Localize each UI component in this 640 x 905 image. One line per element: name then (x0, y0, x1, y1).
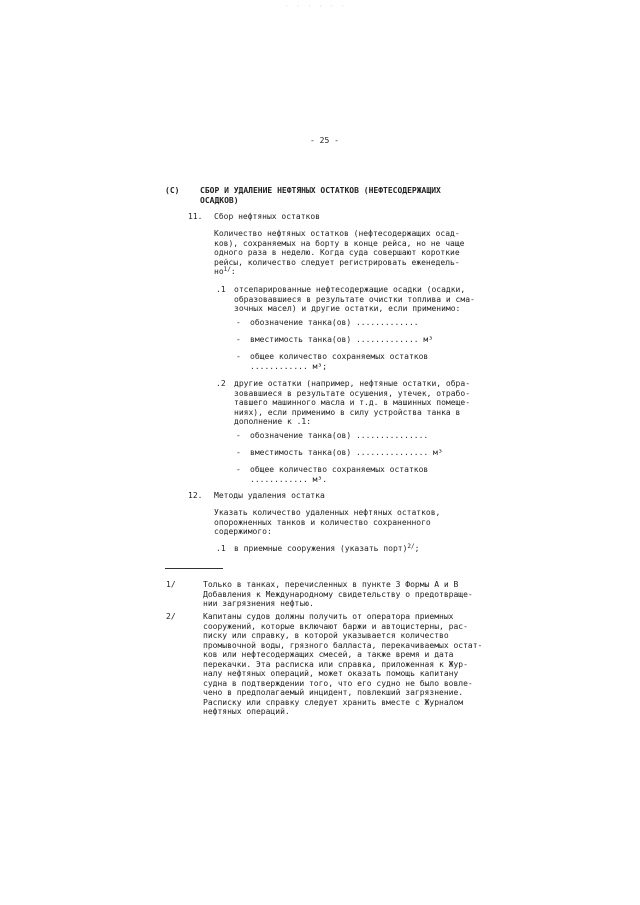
item11-sub1-text (234, 285, 475, 314)
item12-sub1-label: .1 (216, 544, 226, 553)
footnote-line: нефтяных операций. (203, 707, 290, 716)
item12-number: 12. (188, 491, 203, 500)
section-title-line: СБОР И УДАЛЕНИЕ НЕФТЯНЫХ ОСТАТКОВ (НЕФТЕСОДЕРЖАЩИХ (200, 186, 441, 195)
item11-sub1-label: .1 (216, 285, 226, 294)
sub-line: зовавшиеся в результате осушения, утечек, отрабо- (234, 388, 471, 398)
footnote-line: промывочной воды, грязного балласта, перекачиваемых остат- (203, 640, 483, 650)
paragraph-line (214, 267, 464, 277)
item11-title: Сбор нефтяных остатков (214, 212, 320, 221)
section-title-line: ОСАДКОВ) (200, 195, 239, 205)
footnote-separator (165, 568, 223, 569)
item12-paragraph (214, 508, 440, 537)
dash-item: обозначение танка(ов) ............. (250, 318, 419, 327)
footnote-line: Только в танках, перечисленных в пункте 3 Формы А и В (203, 580, 459, 589)
paragraph-line-text: но (214, 267, 224, 276)
item12-sub1-body: в приемные сооружения (указать порт) (234, 544, 408, 553)
dash-bullet: - (236, 335, 241, 344)
footnote-line: Расписку или справку следует хранить вместе с Журналом (203, 697, 464, 707)
footnote-ref: 2/ (407, 543, 415, 550)
footnote-1 (203, 580, 473, 609)
sub-line: зочных масел) и другие остатки, если применимо: (234, 304, 461, 313)
scan-mark: · · · · · · (285, 3, 347, 10)
paragraph-end: : (230, 267, 236, 276)
dash-item (250, 352, 428, 371)
paragraph-line: одного раза в неделю. Когда суда совершают короткие (214, 248, 460, 257)
item12-sub1-end: ; (414, 544, 420, 553)
sub-line: другие остатки (например, нефтяные остатки, обра- (234, 379, 471, 388)
item11-sub2-label: .2 (216, 379, 226, 388)
footnote-2 (203, 612, 482, 717)
footnote-line: перекачки. Эта расписка или справка, приложенная к Жур- (203, 659, 468, 669)
dash-item-line: ............ м³. (250, 474, 328, 484)
sub-line: тавшего машинного масла и т.д. в машинных помеще- (234, 398, 471, 407)
dash-item-line: ............ м³; (250, 361, 328, 371)
footnote-marker: 2/ (166, 612, 176, 621)
paragraph-line: ков), сохраняемых на борту в конце рейса, но не чаще (214, 238, 465, 248)
dash-bullet: - (236, 448, 241, 457)
dash-bullet: - (236, 431, 241, 440)
dash-item: вместимость танка(ов) ............... м³ (250, 448, 443, 457)
sub-line: отсепарированные нефтесодержащие осадки (осадки, (234, 285, 466, 294)
footnote-line: сооружений, которые включают баржи и автоцистерны, рас- (203, 621, 468, 631)
sub-line: образовавшиеся в результате очистки топлива и сма- (234, 294, 475, 304)
footnote-ref: 1/ (223, 266, 231, 273)
section-title (200, 186, 441, 205)
dash-item-line: общее количество сохраняемых остатков (250, 465, 429, 474)
paragraph-line: Указать количество удаленных нефтяных остатков, (214, 508, 441, 517)
sub-line: ниях), если применимо в силу устройства танка в (234, 407, 461, 417)
footnote-line: писку или справку, в которой указывается количество (203, 631, 449, 640)
footnote-line: судна в подтверждении того, что его судно не было вовле- (203, 678, 473, 688)
sub-line: дополнение к .1: (234, 417, 312, 426)
footnote-line: нии загрязнения нефтью. (203, 599, 314, 608)
item11-paragraph (214, 229, 464, 277)
item12-sub1-text (234, 544, 419, 554)
item12-title: Методы удаления остатка (214, 491, 325, 500)
item11-sub2-text (234, 379, 470, 427)
footnote-line: Капитаны судов должны получить от оператора приемных (203, 612, 454, 621)
item11-number: 11. (188, 212, 203, 221)
footnote-line: Добавления к Международному свидетельству о предотвраще- (203, 589, 473, 599)
dash-bullet: - (236, 318, 241, 327)
dash-item: обозначение танка(ов) ............... (250, 431, 429, 440)
paragraph-line: рейсы, количество следует регистрировать еженедель- (214, 257, 460, 267)
paragraph-line: Количество нефтяных остатков (нефтесодержащих осад- (214, 229, 460, 238)
footnote-marker: 1/ (166, 580, 176, 589)
dash-bullet: - (236, 352, 241, 361)
dash-item (250, 465, 428, 484)
footnote-line: ков или нефтесодержащих смесей, а также время и дата (203, 650, 454, 659)
dash-bullet: - (236, 465, 241, 474)
section-marker: (C) (165, 186, 180, 195)
dash-item: вместимость танка(ов) ............. м³ (250, 335, 434, 344)
paragraph-line: содержимого: (214, 527, 272, 536)
dash-item-line: общее количество сохраняемых остатков (250, 352, 429, 361)
footnote-line: чено в предполагаемый инцидент, повлекший загрязнение. (203, 688, 464, 697)
page-number: - 25 - (310, 136, 339, 145)
paragraph-line: опорожненных танков и количество сохраненного (214, 517, 431, 527)
footnote-line: налу нефтяных операций, может оказать помощь капитану (203, 669, 459, 678)
